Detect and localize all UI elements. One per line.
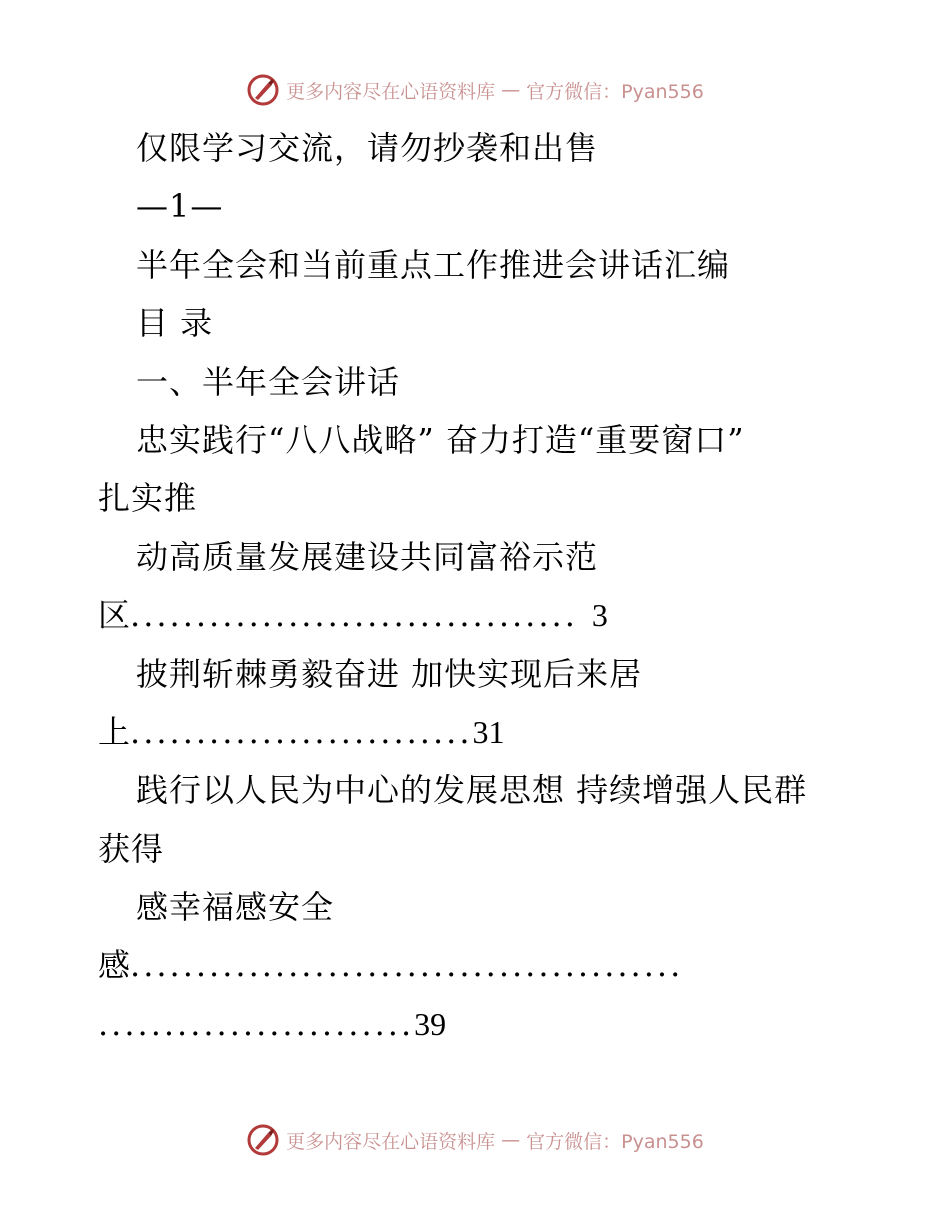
toc-entry-1-tail: 区 — [98, 596, 131, 634]
toc-entry-1-line1: 忠实践行“八八战略” 奋力打造“重要窗口” — [136, 421, 745, 459]
toc-entry-2-line1: 披荆斩棘勇毅奋进 加快实现后来居 — [136, 655, 643, 693]
watermark-suffix: 官方微信：Pyan556 — [526, 80, 704, 103]
pen-logo-icon — [246, 73, 280, 107]
toc-entry-1-leader — [98, 595, 608, 635]
toc-entry-3-line2: 获得 — [98, 830, 165, 868]
toc-entry-1-dots: .................................. — [130, 596, 578, 634]
watermark-dash: — — [501, 79, 521, 101]
notice-text: 仅限学习交流，请勿抄袭和出售 — [136, 129, 599, 167]
toc-entry-1-line2: 扎实推 — [98, 479, 198, 517]
toc-heading: 目 录 — [136, 304, 214, 342]
watermark-banner-top — [0, 70, 950, 110]
toc-entry-3-dots-cont: ........................ — [98, 1005, 415, 1043]
watermark-dash: — — [501, 1129, 521, 1151]
toc-entry-3-dots: .......................................... — [130, 946, 684, 984]
document-title: 半年全会和当前重点工作推进会讲话汇编 — [136, 246, 731, 284]
toc-entry-3-page: 39 — [414, 1006, 447, 1042]
watermark-banner-bottom — [0, 1120, 950, 1160]
toc-entry-2-dots: .......................... — [130, 713, 473, 751]
section-heading: 一、半年全会讲话 — [136, 363, 401, 401]
page-marker: —1— — [136, 187, 224, 225]
watermark-text: 更多内容尽在心语资料库 — [286, 1130, 496, 1153]
toc-entry-3-leader — [98, 945, 683, 985]
watermark-text: 更多内容尽在心语资料库 — [286, 80, 496, 103]
toc-entry-3-line3: 感幸福感安全 — [136, 888, 335, 926]
toc-entry-3-line1: 践行以人民为中心的发展思想 持续增强人民群 — [136, 771, 808, 809]
pen-logo-icon — [246, 1123, 280, 1157]
toc-entry-1-page: 3 — [591, 597, 608, 633]
toc-entry-1-line3: 动高质量发展建设共同富裕示范 — [136, 538, 599, 576]
toc-entry-2-tail: 上 — [98, 713, 131, 751]
toc-entry-3-tail: 感 — [98, 946, 131, 984]
watermark-suffix: 官方微信：Pyan556 — [526, 1130, 704, 1153]
toc-entry-2-page: 31 — [472, 714, 505, 750]
toc-entry-2-leader — [98, 712, 504, 752]
toc-entry-3-leader-cont — [98, 1004, 446, 1044]
